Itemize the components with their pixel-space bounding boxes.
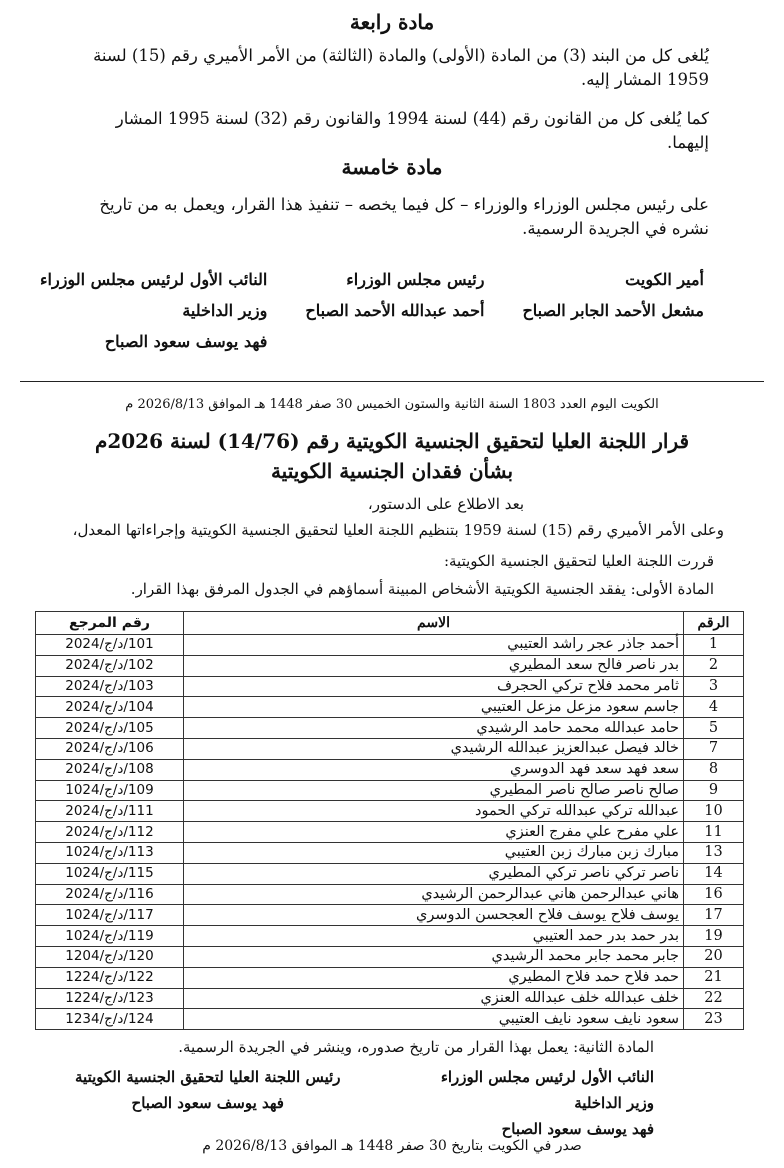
row-name: بدر حمد بدر حمد العتيبي [184,926,684,947]
pm-signature [305,270,484,351]
row-number: 19 [684,926,744,947]
row-name: سعود نايف سعود نايف العتيبي [184,1009,684,1030]
table-row [36,718,744,739]
row-number: 13 [684,842,744,863]
deputy-signature [40,270,267,351]
committee-title: رئيس اللجنة العليا لتحقيق الجنسية الكويتية [75,1068,341,1086]
header-name: الاسم [184,612,684,635]
row-name: عبدالله تركي عبدالله تركي الحمود [184,801,684,822]
table-row [36,967,744,988]
top-signatures [40,270,704,351]
issued-date-line: صدر في الكويت بتاريخ 30 صفر 1448 هـ الموافق 2026/8/13 م [202,1138,582,1154]
row-name: علي مفرح علي مفرج العنزي [184,822,684,843]
table-row [36,697,744,718]
row-reference: 120/د/ج/1204 [36,946,184,967]
row-name: ناصر تركي ناصر تركي المطيري [184,863,684,884]
committee-signature [75,1068,341,1138]
after-review-line: بعد الاطلاع على الدستور، [367,495,524,513]
table-row [36,822,744,843]
emir-name: مشعل الأحمد الجابر الصباح [522,301,704,320]
separator-line [20,381,764,382]
row-number: 8 [684,759,744,780]
row-reference: 103/د/ج/2024 [36,676,184,697]
row-number: 17 [684,905,744,926]
row-reference: 111/د/ج/2024 [36,801,184,822]
row-name: يوسف فلاح يوسف فلاح العجحسن الدوسري [184,905,684,926]
emir-signature [522,270,704,351]
row-name: صالح ناصر صالح ناصر المطيري [184,780,684,801]
row-name: هاني عبدالرحمن هاني عبدالرحمن الرشيدي [184,884,684,905]
decided-line: قررت اللجنة العليا لتحقيق الجنسية الكويتية: [443,552,714,570]
table-row [36,635,744,656]
row-reference: 117/د/ج/1024 [36,905,184,926]
row-number: 23 [684,1009,744,1030]
bottom-deputy-title: النائب الأول لرئيس مجلس الوزراء [440,1068,654,1086]
row-number: 3 [684,676,744,697]
table-row [36,863,744,884]
table-row [36,801,744,822]
row-name: خالد فيصل عبدالعزيز عبدالله الرشيدي [184,738,684,759]
table-row [36,738,744,759]
table-body [36,635,744,1030]
row-name: جابر محمد جابر محمد الرشيدي [184,946,684,967]
row-name: حمد فلاح حمد فلاح المطيري [184,967,684,988]
article5-paragraph: على رئيس مجلس الوزراء والوزراء – كل فيما يخصه – تنفيذ هذا القرار، ويعمل به من تاريخ نشره في الجريدة الرسمية. [99,195,709,238]
deputy-name: فهد يوسف سعود الصباح [104,332,268,351]
row-name: سعد فهد سعد فهد الدوسري [184,759,684,780]
row-reference: 104/د/ج/2024 [36,697,184,718]
row-number: 2 [684,655,744,676]
deputy-role: وزير الداخلية [182,301,268,320]
row-reference: 122/د/ج/1224 [36,967,184,988]
bottom-deputy-role: وزير الداخلية [574,1094,654,1112]
table-row [36,905,744,926]
row-number: 20 [684,946,744,967]
row-reference: 112/د/ج/2024 [36,822,184,843]
row-reference: 123/د/ج/1224 [36,988,184,1009]
row-name: ثامر محمد فلاح تركي الحجرف [184,676,684,697]
row-number: 21 [684,967,744,988]
row-number: 4 [684,697,744,718]
table-row [36,946,744,967]
bottom-deputy-signature [441,1068,654,1138]
table-row [36,655,744,676]
article4-paragraph-1: يُلغى كل من البند (3) من المادة (الأولى) والمادة (الثالثة) من الأمر الأميري رقم (15) لسنة 1959 المشار إليه. [93,46,709,89]
row-number: 14 [684,863,744,884]
table-row [36,988,744,1009]
gazette-header-line: الكويت اليوم العدد 1803 السنة الثانية والستون الخميس 30 صفر 1448 هـ الموافق 2026/8/13 م [125,397,659,412]
row-name: أحمد جاذر عجر راشد العتيبي [184,635,684,656]
pm-name: أحمد عبدالله الأحمد الصباح [305,301,485,320]
row-number: 11 [684,822,744,843]
table-row [36,926,744,947]
decision-subtitle: بشأن فقدان الجنسية الكويتية [270,459,514,483]
deputy-title: النائب الأول لرئيس مجلس الوزراء [40,270,268,289]
row-reference: 108/د/ج/2024 [36,759,184,780]
row-reference: 106/د/ج/2024 [36,738,184,759]
article2-line: المادة الثانية: يعمل بهذا القرار من تاريخ صدوره، وينشر في الجريدة الرسمية. [178,1038,654,1056]
row-name: بدر ناصر فالح سعد المطيري [184,655,684,676]
article4-title: مادة رابعة [349,10,435,34]
table-row [36,1009,744,1030]
row-reference: 102/د/ج/2024 [36,655,184,676]
row-name: جاسم سعود مزعل مزعل العتيبي [184,697,684,718]
emir-title: أمير الكويت [625,270,704,289]
row-reference: 119/د/ج/1024 [36,926,184,947]
row-name: مبارك زبن مبارك زبن العتيبي [184,842,684,863]
row-number: 1 [684,635,744,656]
row-name: خلف عبدالله خلف عبدالله العنزي [184,988,684,1009]
article1-line: المادة الأولى: يفقد الجنسية الكويتية الأشخاص المبينة أسماؤهم في الجدول المرفق بهذا القرار. [130,580,714,598]
committee-name: فهد يوسف سعود الصباح [131,1094,284,1112]
decision-title: قرار اللجنة العليا لتحقيق الجنسية الكويتية رقم (14/76) لسنة 2026م [94,429,690,453]
row-reference: 124/د/ج/1234 [36,1009,184,1030]
header-reference: رقم المرجع [36,612,184,635]
table-row [36,676,744,697]
row-reference: 101/د/ج/2024 [36,635,184,656]
bottom-signatures [75,1068,654,1138]
emiri-order-line: وعلى الأمر الأميري رقم (15) لسنة 1959 بتنظيم اللجنة العليا لتحقيق الجنسية الكويتية وإجراءاتها المعدل، [72,521,724,539]
header-number: الرقم [684,612,744,635]
bottom-deputy-name: فهد يوسف سعود الصباح [501,1120,654,1138]
row-reference: 109/د/ج/1024 [36,780,184,801]
row-number: 22 [684,988,744,1009]
row-number: 10 [684,801,744,822]
table-header-row [36,612,744,635]
row-reference: 105/د/ج/2024 [36,718,184,739]
article4-paragraph-2: كما يُلغى كل من القانون رقم (44) لسنة 1994 والقانون رقم (32) لسنة 1995 المشار إليهما. [115,109,709,152]
row-number: 9 [684,780,744,801]
pm-title: رئيس مجلس الوزراء [346,270,485,289]
table-row [36,884,744,905]
row-number: 7 [684,738,744,759]
row-reference: 113/د/ج/1024 [36,842,184,863]
row-number: 5 [684,718,744,739]
row-number: 16 [684,884,744,905]
table-row [36,780,744,801]
row-reference: 116/د/ج/2024 [36,884,184,905]
names-table [35,611,744,1030]
row-name: حامد عبدالله محمد حامد الرشيدي [184,718,684,739]
table-row [36,842,744,863]
table-row [36,759,744,780]
article5-title: مادة خامسة [341,155,443,179]
row-reference: 115/د/ج/1024 [36,863,184,884]
